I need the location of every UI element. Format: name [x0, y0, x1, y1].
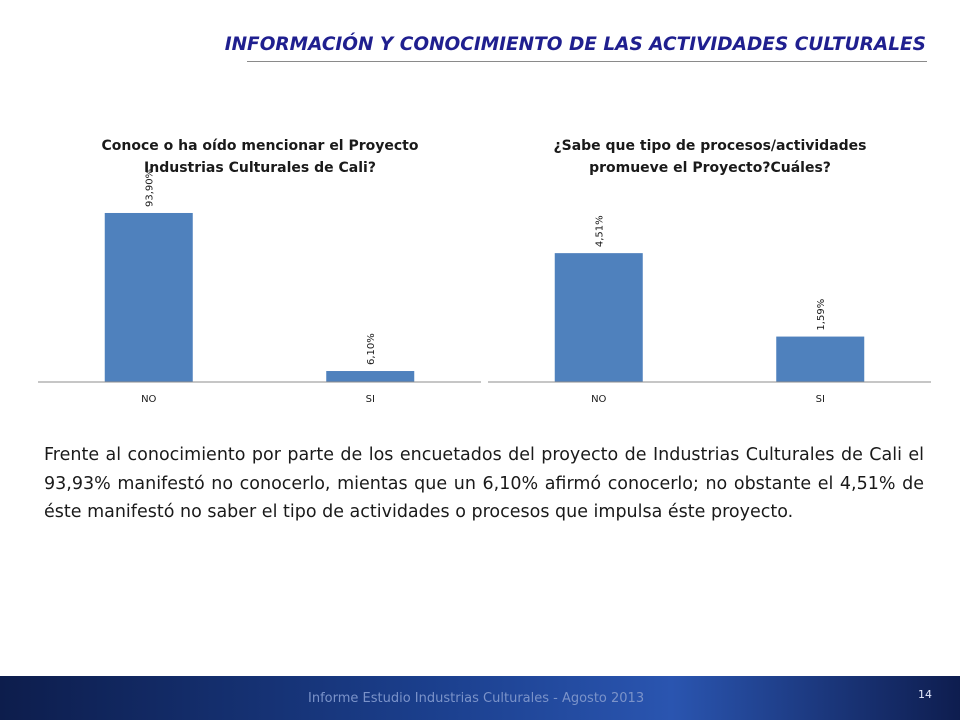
- chart-activities-svg: [488, 130, 938, 420]
- chart-activities: [488, 130, 938, 420]
- data-label: 93,90%: [144, 168, 156, 207]
- footer-bar: [0, 676, 960, 720]
- x-tick-label: NO: [591, 394, 607, 405]
- page-number: 14: [918, 688, 932, 701]
- chart-awareness: [38, 130, 488, 420]
- summary-paragraph: Frente al conocimiento por parte de los encuetados del proyecto de Industrias Culturales de Cali el 93,93% manifestó no conocerlo, mientas que un 6,10% afirmó conocerlo; no obstante el 4,51% de éste manifestó no saber el tipo de actividades o procesos que impulsa éste proyecto.: [44, 445, 924, 522]
- data-label: 1,59%: [816, 298, 828, 331]
- bar-si: [776, 337, 864, 382]
- chart-title-line: ¿Sabe que tipo de procesos/actividades: [553, 138, 867, 154]
- x-tick-label: SI: [815, 394, 825, 405]
- title-underline: [247, 61, 927, 62]
- data-label: 4,51%: [594, 215, 606, 248]
- bar-si: [326, 371, 414, 382]
- chart-awareness-svg: [38, 130, 488, 420]
- chart-title-line: Conoce o ha oído mencionar el Proyecto: [101, 138, 419, 154]
- bar-no: [105, 213, 193, 382]
- chart-title-line: promueve el Proyecto?Cuáles?: [589, 160, 831, 176]
- chart-title-line: Industrias Culturales de Cali?: [144, 160, 376, 176]
- bar-no: [555, 253, 643, 382]
- slide-title: INFORMACIÓN Y CONOCIMIENTO DE LAS ACTIVIDADES CULTURALES: [224, 34, 926, 55]
- x-tick-label: SI: [365, 394, 375, 405]
- x-tick-label: NO: [141, 394, 157, 405]
- footer-text: Informe Estudio Industrias Culturales - Agosto 2013: [308, 691, 645, 706]
- data-label: 6,10%: [366, 333, 378, 366]
